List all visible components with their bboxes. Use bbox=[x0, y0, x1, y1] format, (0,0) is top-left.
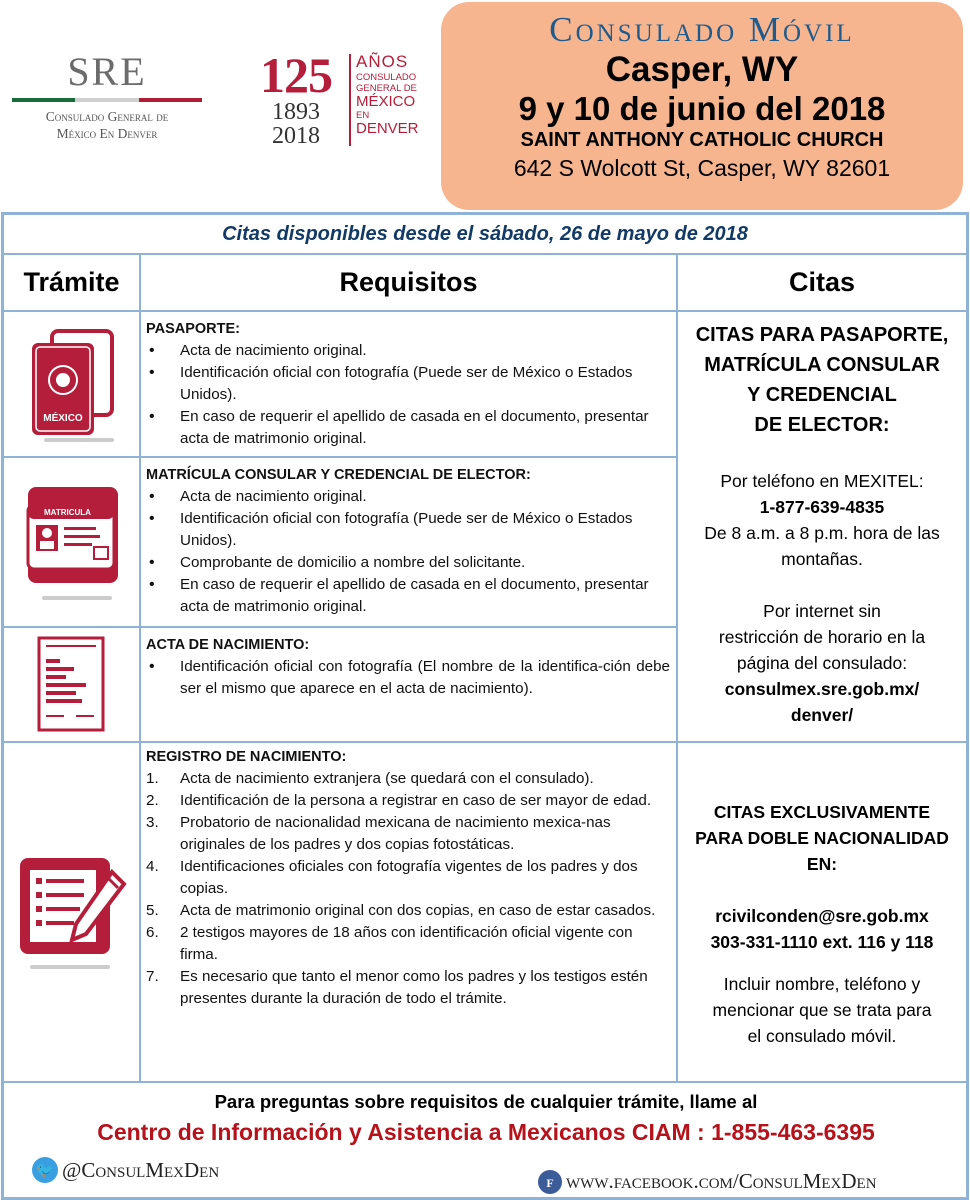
anniversary-year-start: 1893 bbox=[272, 99, 320, 125]
anniversary-sub1: CONSULADO bbox=[356, 72, 417, 83]
mexitel-phone[interactable]: 1-877-639-4835 bbox=[759, 497, 885, 517]
doble-note-2: mencionar que se trata para bbox=[712, 1000, 932, 1020]
ciam-contact[interactable]: Centro de Información y Asistencia a Mexicanos CIAM : 1-855-463-6395 bbox=[97, 1119, 875, 1145]
citas-heading-2: MATRÍCULA CONSULAR bbox=[704, 354, 940, 376]
list-item: 2. Identificación de la persona a registrar en caso de ser mayor de edad. bbox=[146, 792, 652, 809]
sre-subtitle-1: Consulado General de bbox=[45, 109, 169, 124]
list-item: • Identificación oficial con fotografía (Puede ser de México o Estados Unidos). bbox=[146, 508, 670, 552]
list-item: • Acta de nacimiento original. bbox=[146, 486, 670, 508]
citas-doble-nacionalidad-cell bbox=[677, 742, 967, 1082]
pasaporte-title: PASAPORTE: bbox=[146, 321, 240, 337]
registro-list bbox=[146, 768, 670, 1010]
sre-subtitle-2: México En Denver bbox=[56, 126, 158, 141]
event-dates: 9 y 10 de junio del 2018 bbox=[518, 90, 886, 127]
matricula-icon-cell bbox=[3, 457, 140, 627]
consulate-url-2[interactable]: denver/ bbox=[790, 705, 854, 725]
matricula-title: MATRÍCULA CONSULAR Y CREDENCIAL DE ELECTOR: bbox=[146, 467, 531, 483]
list-item: • Identificación oficial con fotografía (Puede ser de México o Estados Unidos). bbox=[146, 362, 670, 406]
id-card-icon bbox=[22, 483, 122, 601]
doble-note-3: el consulado móvil. bbox=[747, 1026, 897, 1046]
anniversary-label: AÑOS bbox=[356, 52, 409, 71]
web-text-2: restricción de horario en la bbox=[718, 627, 926, 647]
citas-heading-1: CITAS PARA PASAPORTE, bbox=[695, 324, 949, 346]
facebook-url: www.facebook.com/ConsulMexDen bbox=[566, 1169, 877, 1193]
acta-list bbox=[146, 656, 670, 700]
doble-heading-1: CITAS EXCLUSIVAMENTE bbox=[713, 802, 931, 822]
anniversary-number: 125 bbox=[260, 47, 332, 103]
event-title: Consulado Móvil bbox=[549, 10, 855, 49]
citas-heading-3: Y CREDENCIAL bbox=[747, 384, 897, 406]
list-item: • En caso de requerir el apellido de casada en el documento, presentar acta de matrimonio original. bbox=[146, 406, 670, 450]
column-header-citas: Citas bbox=[677, 254, 967, 311]
sre-logo bbox=[12, 49, 202, 142]
passport-icon-cell bbox=[3, 311, 140, 457]
matricula-section bbox=[140, 457, 677, 627]
citas-pasaporte-cell bbox=[677, 311, 967, 742]
sre-wordmark: SRE bbox=[67, 49, 147, 94]
column-header-requisitos: Requisitos bbox=[140, 254, 677, 311]
doble-email[interactable]: rcivilconden@sre.gob.mx bbox=[715, 906, 929, 926]
column-header-tramite: Trámite bbox=[3, 254, 140, 311]
event-address: 642 S Wolcott St, Casper, WY 82601 bbox=[513, 155, 891, 181]
pasaporte-list bbox=[146, 340, 670, 450]
acta-section bbox=[140, 627, 677, 742]
anniversary-city3: DENVER bbox=[356, 120, 419, 137]
anniversary-logo bbox=[246, 47, 436, 150]
edit-form-icon bbox=[16, 852, 128, 972]
passport-icon-label: MÉXICO bbox=[42, 413, 83, 424]
anniversary-sub2: GENERAL DE bbox=[356, 83, 417, 94]
consulate-url-1[interactable]: consulmex.sre.gob.mx/ bbox=[724, 679, 920, 699]
registro-title: REGISTRO DE NACIMIENTO: bbox=[146, 749, 347, 765]
acta-icon-cell bbox=[3, 627, 140, 742]
document-icon bbox=[36, 635, 108, 735]
citas-heading-4: DE ELECTOR: bbox=[754, 414, 890, 436]
facebook-icon: f bbox=[538, 1170, 562, 1194]
anniversary-divider bbox=[349, 54, 351, 146]
mexitel-hours-1: De 8 a.m. a 8 p.m. hora de las bbox=[704, 523, 940, 543]
anniversary-year-end: 2018 bbox=[272, 123, 320, 149]
twitter-icon: 🐦 bbox=[32, 1157, 58, 1183]
list-item: • En caso de requerir el apellido de casada en el documento, presentar acta de matrimonio original. bbox=[146, 574, 670, 618]
registro-section bbox=[140, 742, 677, 1082]
header-logos bbox=[0, 0, 440, 210]
event-header-box bbox=[441, 2, 963, 210]
sre-flag-line bbox=[12, 98, 202, 102]
mexitel-hours-2: montañas. bbox=[781, 549, 863, 569]
list-item: • Comprobante de domicilio a nombre del solicitante. bbox=[146, 552, 670, 574]
anniversary-city2: EN bbox=[356, 110, 370, 121]
anniversary-text bbox=[356, 52, 436, 137]
anniversary-city1: MÉXICO bbox=[356, 93, 416, 110]
requirements-table bbox=[1, 212, 969, 1200]
list-item: 3. Probatorio de nacionalidad mexicana de nacimiento mexica-nas originales de los padres y dos copias fotostáticas. bbox=[146, 814, 611, 853]
list-item: 5. Acta de matrimonio original con dos copias, en caso de estar casados. bbox=[146, 902, 656, 919]
list-item: 7. Es necesario que tanto el menor como los padres y los testigos estén presentes durante la duración de todo el trámite. bbox=[146, 968, 648, 1007]
pasaporte-section bbox=[140, 311, 677, 457]
list-item: • Identificación oficial con fotografía (El nombre de la identifica-ción debe ser el mismo que aparece en el acta de nacimiento). bbox=[146, 656, 670, 700]
web-text-1: Por internet sin bbox=[763, 601, 881, 621]
passport-icon bbox=[22, 325, 122, 443]
matricula-list bbox=[146, 486, 670, 618]
list-item: 1. Acta de nacimiento extranjera (se quedará con el consulado). bbox=[146, 770, 594, 787]
registro-icon-cell bbox=[3, 742, 140, 1082]
footer bbox=[3, 1082, 967, 1198]
event-city: Casper, WY bbox=[605, 50, 799, 89]
acta-title: ACTA DE NACIMIENTO: bbox=[146, 637, 310, 653]
list-item: 6. 2 testigos mayores de 18 años con identificación oficial vigente con firma. bbox=[146, 924, 633, 963]
mexitel-label: Por teléfono en MEXITEL: bbox=[720, 471, 924, 491]
footer-question: Para preguntas sobre requisitos de cualquier trámite, llame al bbox=[214, 1091, 758, 1112]
id-card-icon-label: MATRICULA bbox=[43, 508, 91, 517]
doble-note-1: Incluir nombre, teléfono y bbox=[723, 974, 921, 994]
event-venue: SAINT ANTHONY CATHOLIC CHURCH bbox=[520, 129, 884, 151]
doble-heading-3: EN: bbox=[806, 854, 838, 874]
list-item: • Acta de nacimiento original. bbox=[146, 340, 670, 362]
doble-phone[interactable]: 303-331-1110 ext. 116 y 118 bbox=[710, 932, 934, 952]
twitter-link[interactable] bbox=[32, 1157, 219, 1183]
facebook-link[interactable] bbox=[538, 1169, 877, 1194]
web-text-3: página del consulado: bbox=[736, 653, 908, 673]
list-item: 4. Identificaciones oficiales con fotografía vigentes de los padres y dos copias. bbox=[146, 858, 638, 897]
twitter-handle: @ConsulMexDen bbox=[62, 1157, 220, 1182]
doble-heading-2: PARA DOBLE NACIONALIDAD bbox=[695, 828, 949, 848]
availability-banner: Citas disponibles desde el sábado, 26 de mayo de 2018 bbox=[3, 214, 967, 254]
